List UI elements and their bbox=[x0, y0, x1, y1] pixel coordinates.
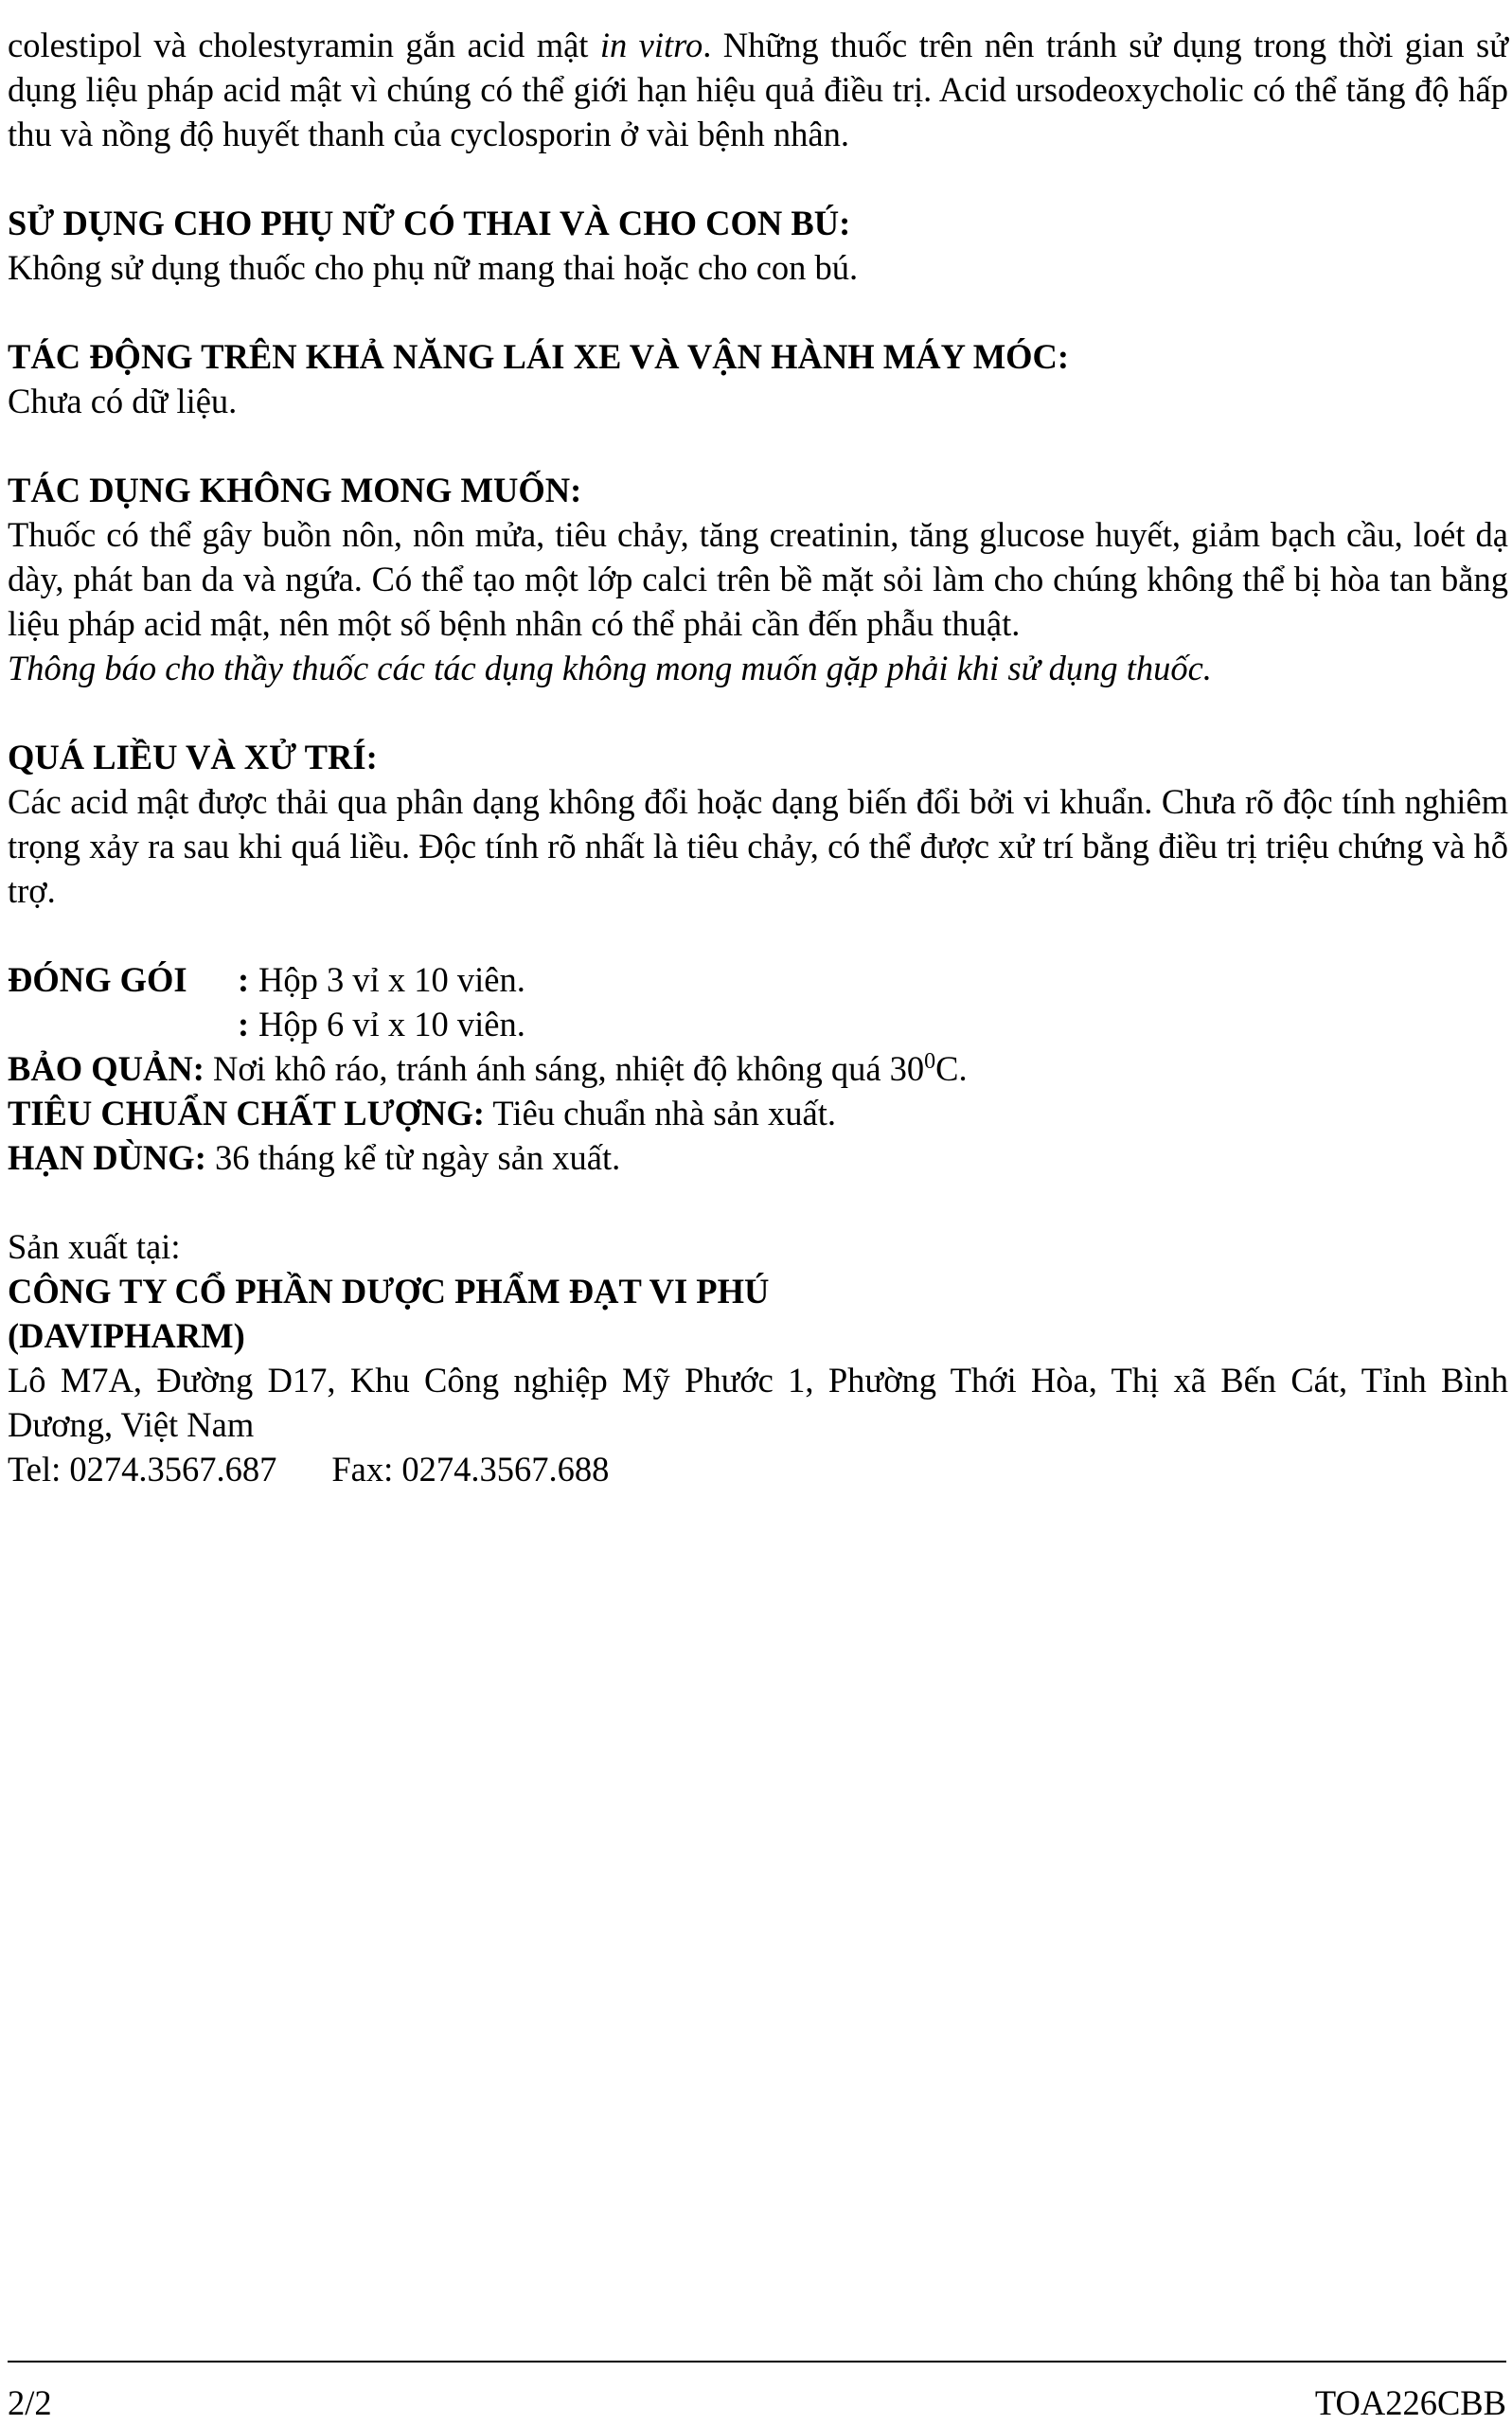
manufacturer-tel: Tel: 0274.3567.687 bbox=[8, 1450, 277, 1489]
manufacturer-name: CÔNG TY CỔ PHẦN DƯỢC PHẨM ĐẠT VI PHÚ bbox=[8, 1272, 770, 1311]
packaging-colon-1: : bbox=[238, 960, 250, 999]
storage-unit: C. bbox=[935, 1049, 968, 1088]
footer-document-code: TOA226CBB bbox=[1314, 2383, 1506, 2422]
overdose-heading: QUÁ LIỀU VÀ XỬ TRÍ: bbox=[8, 738, 378, 776]
packaging-value-2: Hộp 6 vỉ x 10 viên. bbox=[258, 1005, 525, 1043]
packaging-colon-2: : bbox=[238, 1005, 250, 1043]
storage-text: Nơi khô ráo, tránh ánh sáng, nhiệt độ không quá 30 bbox=[204, 1049, 925, 1088]
interactions-text-rest: . Những thuốc trên nên tránh sử dụng trong thời gian sử dụng liệu pháp acid mật vì chúng có thể giới hạn hiệu quả điều trị. Acid ursodeoxycholic có thể tăng độ hấp thu và nồng độ huyết thanh của cyclosporin ở vài bệnh nhân. bbox=[8, 26, 1508, 153]
interactions-text: colestipol và cholestyramin gắn acid mật bbox=[8, 26, 600, 64]
packaging-value-1: Hộp 3 vỉ x 10 viên. bbox=[258, 960, 525, 999]
packaging-label: ĐÓNG GÓI bbox=[8, 960, 187, 999]
document-page bbox=[8, 23, 1508, 1491]
storage-degree: 0 bbox=[924, 1048, 936, 1074]
driving-heading: TÁC ĐỘNG TRÊN KHẢ NĂNG LÁI XE VÀ VẬN HÀNH MÁY MÓC: bbox=[8, 337, 1070, 376]
storage-label: BẢO QUẢN: bbox=[8, 1049, 205, 1088]
drug-interactions-paragraph bbox=[8, 23, 1508, 156]
storage-line bbox=[8, 1046, 1508, 1091]
side-effects-heading: TÁC DỤNG KHÔNG MONG MUỐN: bbox=[8, 471, 582, 509]
expiry-line bbox=[8, 1135, 1508, 1180]
manufacturer-contact bbox=[8, 1447, 1508, 1491]
expiry-text: 36 tháng kể từ ngày sản xuất. bbox=[205, 1138, 621, 1177]
pregnancy-heading: SỬ DỤNG CHO PHỤ NỮ CÓ THAI VÀ CHO CON BÚ: bbox=[8, 204, 851, 242]
footer-divider bbox=[8, 2361, 1506, 2363]
packaging-row-2 bbox=[8, 1002, 1508, 1046]
quality-label: TIÊU CHUẨN CHẤT LƯỢNG: bbox=[8, 1094, 485, 1132]
quality-text: Tiêu chuẩn nhà sản xuất. bbox=[484, 1094, 836, 1132]
footer-page-number: 2/2 bbox=[8, 2383, 52, 2422]
overdose-text: Các acid mật được thải qua phân dạng không đổi hoặc dạng biến đổi bởi vi khuẩn. Chưa rõ độc tính nghiêm trọng xảy ra sau khi quá liều. Độc tính rõ nhất là tiêu chảy, có thể được xử trí bằng điều trị triệu chứng và hỗ trợ. bbox=[8, 782, 1508, 910]
packaging-row-1 bbox=[8, 957, 1508, 1002]
side-effects-note: Thông báo cho thầy thuốc các tác dụng không mong muốn gặp phải khi sử dụng thuốc. bbox=[8, 649, 1212, 687]
driving-text: Chưa có dữ liệu. bbox=[8, 382, 238, 420]
manufacturer-fax: Fax: 0274.3567.688 bbox=[331, 1450, 610, 1489]
manufacturer-short-name: (DAVIPHARM) bbox=[8, 1316, 245, 1355]
in-vitro-text: in vitro bbox=[599, 26, 703, 64]
manufacturer-address: Lô M7A, Đường D17, Khu Công nghiệp Mỹ Phước 1, Phường Thới Hòa, Thị xã Bến Cát, Tỉnh Bình Dương, Việt Nam bbox=[8, 1361, 1508, 1444]
side-effects-text: Thuốc có thể gây buồn nôn, nôn mửa, tiêu chảy, tăng creatinin, tăng glucose huyết, giảm bạch cầu, loét dạ dày, phát ban da và ngứa. Có thể tạo một lớp calci trên bề mặt sỏi làm cho chúng không thể bị hòa tan bằng liệu pháp acid mật, nên một số bệnh nhân có thể phải cần đến phẫu thuật. bbox=[8, 515, 1508, 643]
expiry-label: HẠN DÙNG: bbox=[8, 1138, 206, 1177]
quality-line bbox=[8, 1091, 1508, 1135]
manufacturer-intro: Sản xuất tại: bbox=[8, 1227, 181, 1266]
pregnancy-text: Không sử dụng thuốc cho phụ nữ mang thai hoặc cho con bú. bbox=[8, 248, 859, 287]
